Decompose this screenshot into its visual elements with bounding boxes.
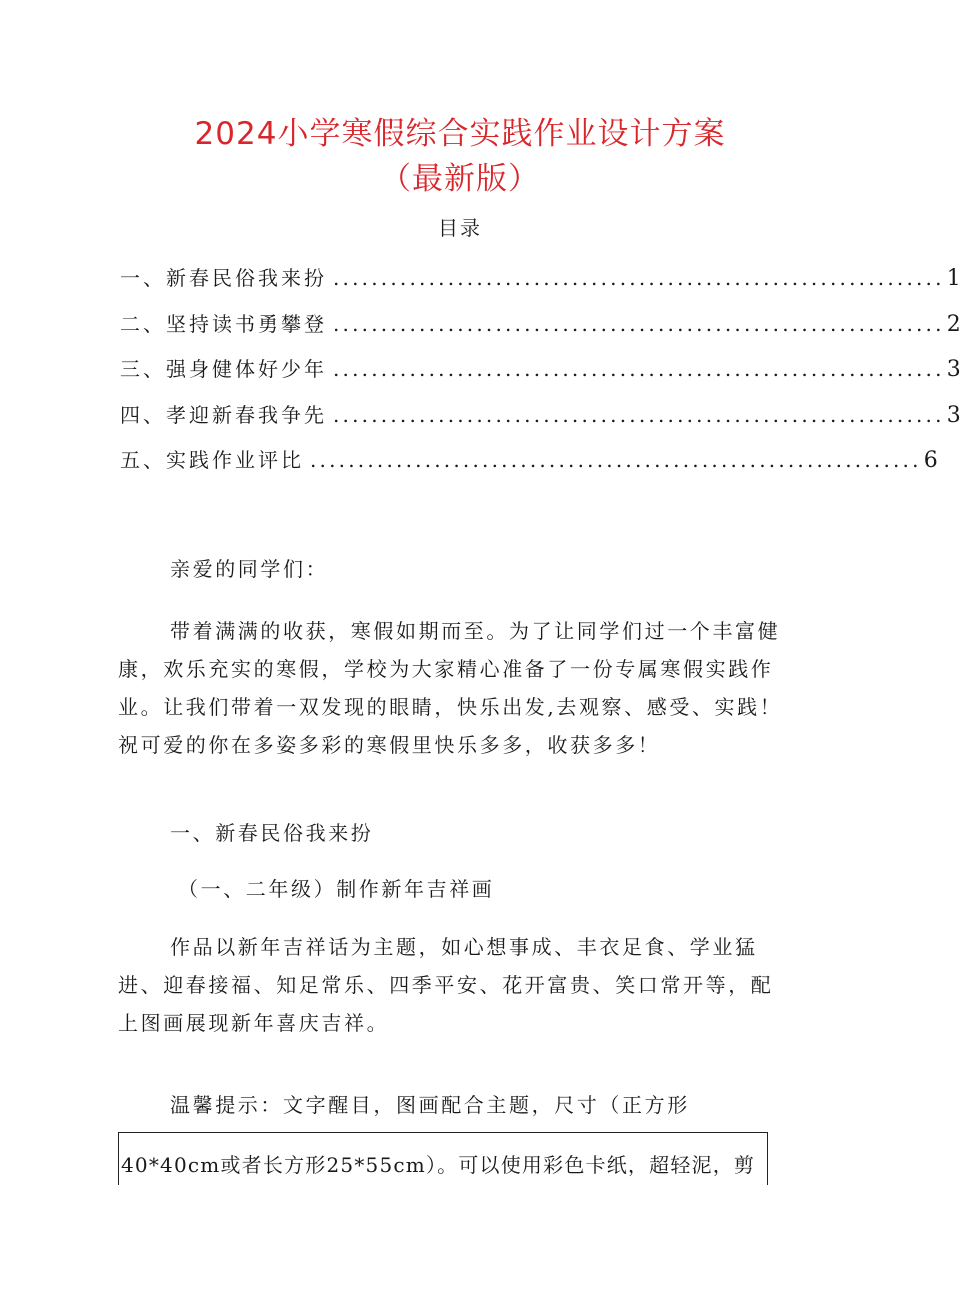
- toc-leader-dots: ................................................................: [310, 448, 922, 472]
- toc-item-label: 二、坚持读书勇攀登: [120, 311, 327, 336]
- table-of-contents: [120, 262, 961, 490]
- toc-heading: 目录: [438, 216, 482, 240]
- body-paragraph: 作品以新年吉祥话为主题，如心想事成、丰衣足食、学业猛进、迎春接福、知足常乐、四季平安、花开富贵、笑口常开等，配上图画展现新年喜庆吉祥。: [118, 935, 774, 1035]
- section-heading: 一、新春民俗我来扮: [170, 821, 374, 845]
- toc-item-label: 五、实践作业评比: [120, 448, 304, 472]
- toc-item-label: 三、强身健体好少年: [120, 357, 327, 381]
- toc-leader-dots: ................................................................: [333, 266, 945, 290]
- toc-leader-dots: ................................................................: [333, 402, 945, 427]
- toc-leader-dots: ................................................................: [333, 311, 945, 336]
- intro-paragraph: 带着满满的收获，寒假如期而至。为了让同学们过一个丰富健康，欢乐充实的寒假，学校为大家精心准备了一份专属寒假实践作业。让我们带着一双发现的眼睛，快乐出发,去观察、感受、实践！祝可爱的你在多姿多彩的寒假里快乐多多，收获多多！: [118, 619, 783, 757]
- toc-item-2[interactable]: [120, 308, 961, 354]
- tip-text-continued: 40*40cm或者长方形25*55cm）。可以使用彩色卡纸，超轻泥，剪: [121, 1153, 756, 1177]
- tip-text: 温馨提示：文字醒目，图画配合主题，尺寸（正方形: [170, 1093, 690, 1117]
- toc-item-5[interactable]: [120, 444, 938, 490]
- greeting: 亲爱的同学们：: [170, 557, 329, 581]
- toc-item-page: 3: [946, 402, 961, 428]
- subsection-heading: （一、二年级）制作新年吉祥画: [178, 877, 495, 901]
- text-frame: [118, 1132, 768, 1185]
- toc-item-page: 2: [946, 311, 961, 337]
- toc-item-label: 一、新春民俗我来扮: [120, 266, 327, 290]
- toc-item-1[interactable]: [120, 262, 961, 308]
- toc-item-4[interactable]: [120, 399, 961, 445]
- toc-item-page: 6: [923, 448, 938, 473]
- toc-item-page: 1: [946, 266, 961, 291]
- toc-leader-dots: ................................................................: [333, 357, 945, 381]
- toc-item-3[interactable]: [120, 353, 961, 399]
- toc-item-label: 四、孝迎新春我争先: [120, 402, 327, 427]
- toc-item-page: 3: [946, 357, 961, 382]
- document-subtitle: （最新版）: [380, 161, 540, 197]
- document-title: 2024小学寒假综合实践作业设计方案: [194, 116, 726, 152]
